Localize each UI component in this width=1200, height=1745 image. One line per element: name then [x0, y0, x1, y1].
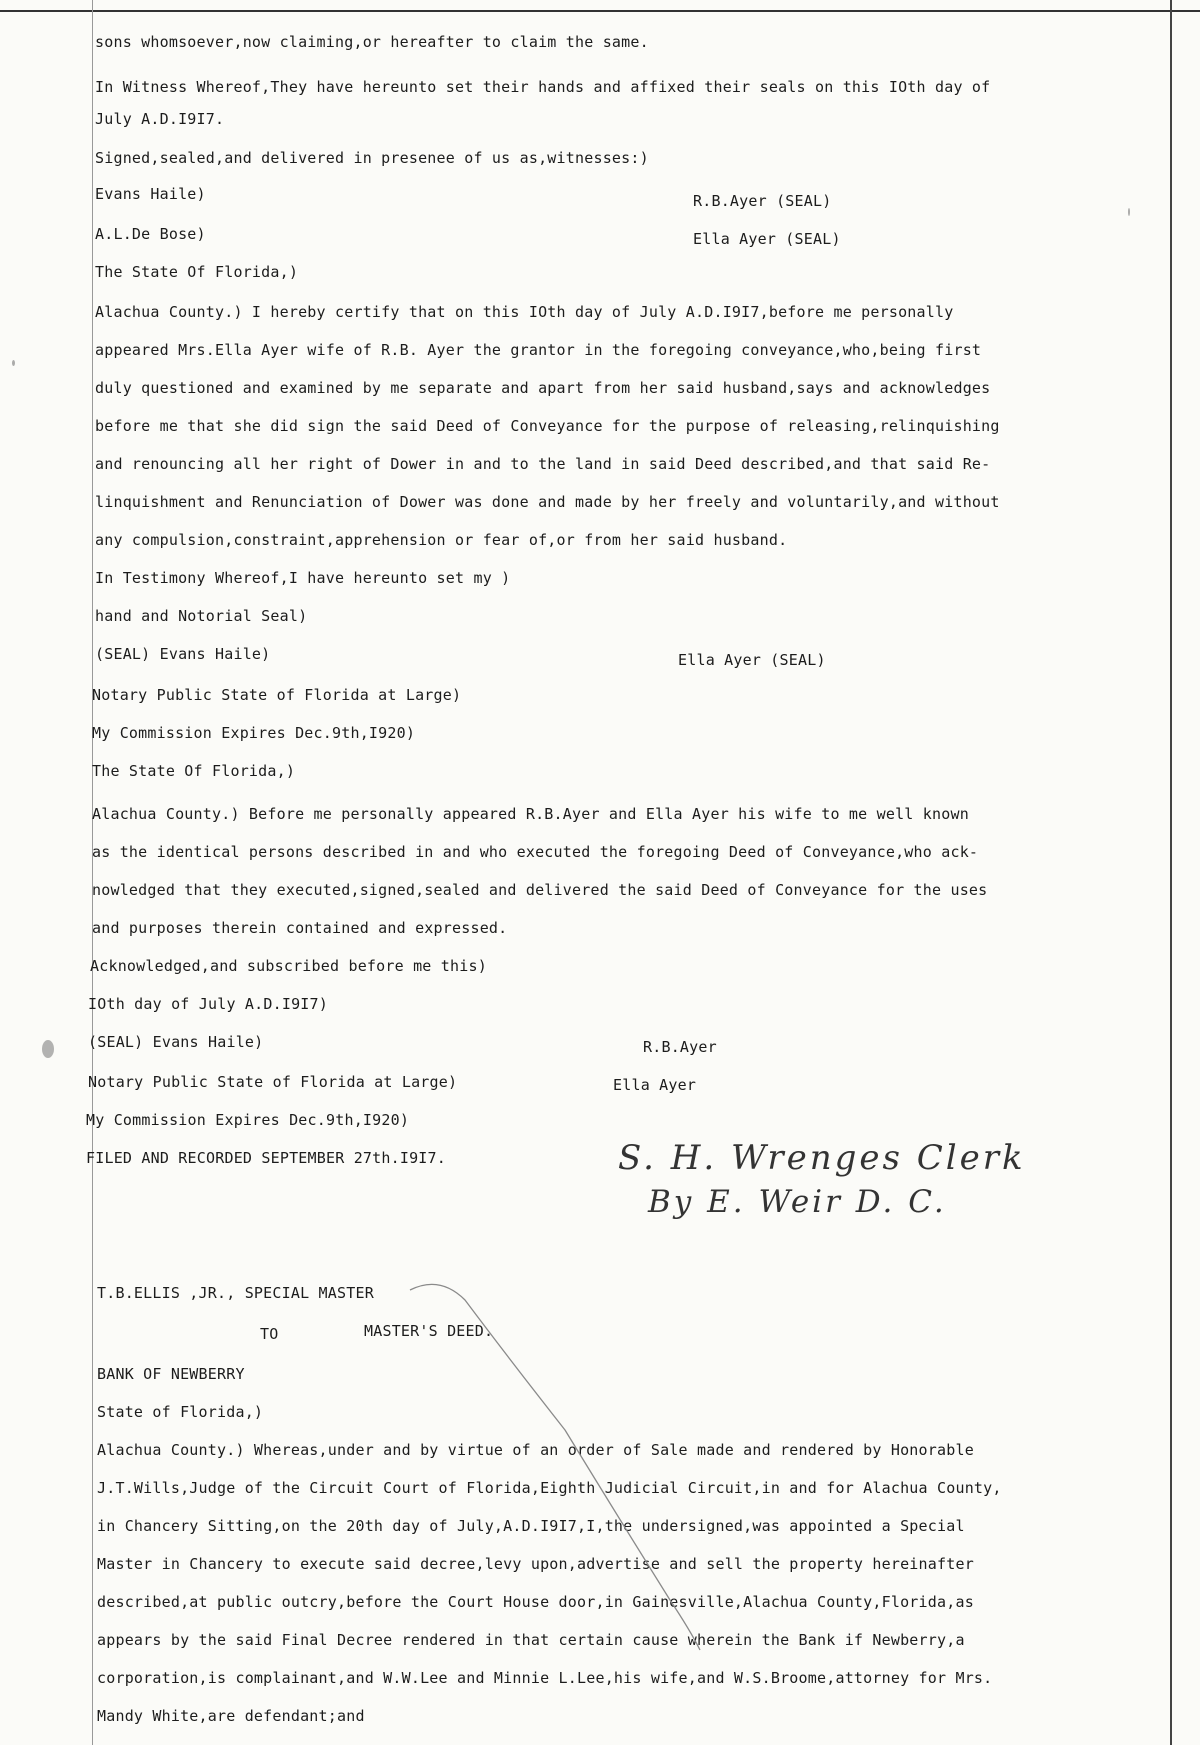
text-line: appears by the said Final Decree rendered in that certain cause wherein the Bank if Newberry,a: [97, 1631, 965, 1649]
text-line: Alachua County.) I hereby certify that on this IOth day of July A.D.I9I7,before me personally: [95, 303, 954, 321]
text-line: appeared Mrs.Ella Ayer wife of R.B. Ayer the grantor in the foregoing conveyance,who,being first: [95, 341, 982, 359]
grantor-signature: Ella Ayer: [613, 1076, 697, 1094]
text-line: Alachua County.) Before me personally appeared R.B.Ayer and Ella Ayer his wife to me well known: [92, 805, 969, 823]
text-line: before me that she did sign the said Deed of Conveyance for the purpose of releasing,relinquishing: [95, 417, 1000, 435]
grantor-signature: R.B.Ayer (SEAL): [693, 192, 832, 210]
text-line: hand and Notorial Seal): [95, 607, 308, 625]
scan-speck: [12, 360, 15, 366]
text-line: as the identical persons described in and who executed the foregoing Deed of Conveyance,who ack-: [92, 843, 979, 861]
text-line: In Witness Whereof,They have hereunto set their hands and affixed their seals on this IOth day of: [95, 78, 991, 96]
filing-stamp-line: FILED AND RECORDED SEPTEMBER 27th.I9I7.: [86, 1149, 446, 1167]
text-line: Signed,sealed,and delivered in presenee of us as,witnesses:): [95, 149, 649, 167]
text-line: July A.D.I9I7.: [95, 110, 225, 128]
notary-seal-line: (SEAL) Evans Haile): [88, 1033, 264, 1051]
text-line: In Testimony Whereof,I have hereunto set my ): [95, 569, 511, 587]
scan-speck: [42, 1040, 54, 1058]
deed-party-grantee: BANK OF NEWBERRY: [97, 1365, 245, 1383]
text-line: linquishment and Renunciation of Dower was done and made by her freely and voluntarily,and without: [95, 493, 1000, 511]
grantor-signature: R.B.Ayer: [643, 1038, 717, 1056]
text-line: My Commission Expires Dec.9th,I920): [86, 1111, 410, 1129]
text-line: Notary Public State of Florida at Large): [92, 686, 462, 704]
text-line: any compulsion,constraint,apprehension or fear of,or from her said husband.: [95, 531, 788, 549]
text-line: described,at public outcry,before the Court House door,in Gainesville,Alachua County,Florida,as: [97, 1593, 974, 1611]
text-line: Mandy White,are defendant;and: [97, 1707, 365, 1725]
text-line: Alachua County.) Whereas,under and by virtue of an order of Sale made and rendered by Honorable: [97, 1441, 974, 1459]
witness-name: A.L.De Bose): [95, 225, 206, 243]
text-line: IOth day of July A.D.I9I7): [88, 995, 328, 1013]
text-line: J.T.Wills,Judge of the Circuit Court of Florida,Eighth Judicial Circuit,in and for Alachua County,: [97, 1479, 1002, 1497]
text-line: corporation,is complainant,and W.W.Lee and Minnie L.Lee,his wife,and W.S.Broome,attorney for Mrs.: [97, 1669, 993, 1687]
clerk-signature: S. H. Wrenges Clerk: [618, 1138, 1026, 1178]
text-line: in Chancery Sitting,on the 20th day of July,A.D.I9I7,I,the undersigned,was appointed a Special: [97, 1517, 965, 1535]
text-line: My Commission Expires Dec.9th,I920): [92, 724, 416, 742]
deed-title: MASTER'S DEED.: [364, 1322, 494, 1340]
text-line: Acknowledged,and subscribed before me this): [90, 957, 487, 975]
text-line: and purposes therein contained and expressed.: [92, 919, 508, 937]
notary-seal-line: (SEAL) Evans Haile): [95, 645, 271, 663]
grantor-signature: Ella Ayer (SEAL): [693, 230, 841, 248]
scan-speck: [1128, 208, 1130, 216]
text-line: The State Of Florida,): [95, 263, 299, 281]
grantor-signature: Ella Ayer (SEAL): [678, 651, 826, 669]
text-line: sons whomsoever,now claiming,or hereafter to claim the same.: [95, 33, 649, 51]
text-line: and renouncing all her right of Dower in and to the land in said Deed described,and that said Re-: [95, 455, 991, 473]
text-line: Master in Chancery to execute said decree,levy upon,advertise and sell the property hereinafter: [97, 1555, 974, 1573]
deputy-clerk-signature: By E. Weir D. C.: [648, 1184, 947, 1220]
text-line: State of Florida,): [97, 1403, 264, 1421]
witness-name: Evans Haile): [95, 185, 206, 203]
deed-party-to: TO: [260, 1325, 279, 1343]
text-line: duly questioned and examined by me separate and apart from her said husband,says and acknowledges: [95, 379, 991, 397]
text-line: Notary Public State of Florida at Large): [88, 1073, 458, 1091]
text-line: nowledged that they executed,signed,sealed and delivered the said Deed of Conveyance for the uses: [92, 881, 988, 899]
deed-party-grantor: T.B.ELLIS ,JR., SPECIAL MASTER: [97, 1284, 374, 1302]
text-line: The State Of Florida,): [92, 762, 296, 780]
